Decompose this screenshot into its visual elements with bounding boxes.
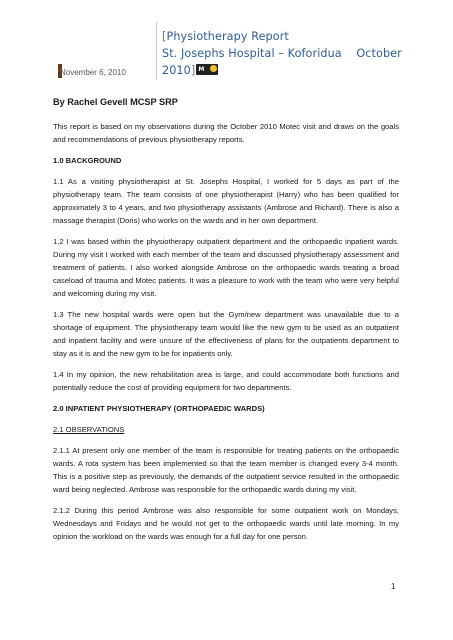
page-header xyxy=(38,22,412,80)
header-date-box xyxy=(48,22,157,80)
author-line: By Rachel Gevell MCSP SRP xyxy=(53,97,178,107)
header-date: November 6, 2010 xyxy=(60,68,126,77)
paragraph-1-2: 1.2 I was based within the physiotherapy outpatient department and the orthopaedic inpatient wards. During my visit I worked with each member of the team and discussed physiotherapy assessment and treatment of patients. I also worked alongside Ambrose on the orthopaedic wards treating a broad caseload of trauma and Motec patients. It was a pleasure to work with the team who were very helpful and welcoming during my visit. xyxy=(53,237,399,298)
paragraph-1-4: 1.4 In my opinion, the new rehabilitation area is large, and could accommodate both functions and potentially reduce the cost of providing equipment for two departments. xyxy=(53,370,399,392)
motec-logo-icon: M xyxy=(196,64,218,75)
subheading-observations: 2.1 OBSERVATIONS xyxy=(53,425,125,434)
paragraph-1-1: 1.1 As a visiting physiotherapist at St. Josephs Hospital, I worked for 5 days as part of the physiotherapy team. The team consists of one physiotherapist (Harry) who has been qualified for approximately 3 to 4 years, and two physiotherapy assistants (Ambrose and Richard). There is also a massage therapist (Doris) who works on the wards and in her own department. xyxy=(53,177,399,225)
intro-paragraph: This report is based on my observations during the October 2010 Motec visit and draws on the goals and recommendations of previous physiotherapy reports. xyxy=(53,122,399,144)
title-bracket-open: [ xyxy=(162,30,167,43)
section-heading-background: 1.0 BACKGROUND xyxy=(53,156,122,165)
title-line-2: St. Josephs Hospital – Koforidua October xyxy=(162,47,402,60)
paragraph-2-1-1: 2.1.1 At present only one member of the team is responsible for treating patients on the orthopaedic wards. A rota system has been implemented so that the team member is changed every 3-4 month. This is a positive step as previously, the demands of the outpatient service resulted in the orthopaedic ward being neglected. Ambrose was responsible for the orthopaedic wards during my visit. xyxy=(53,446,399,494)
title-bracket-close: ] xyxy=(190,64,196,77)
section-heading-inpatient: 2.0 INPATIENT PHYSIOTHERAPY (ORTHOPAEDIC WARDS) xyxy=(53,404,265,413)
header-title xyxy=(162,28,412,79)
title-line-1: Physiotherapy Report xyxy=(166,30,289,43)
title-line-3: 2010 xyxy=(162,64,191,77)
page-number: 1 xyxy=(391,582,396,591)
paragraph-2-1-2: 2.1.2 During this period Ambrose was also responsible for some outpatient work on Mondays, Wednesdays and Fridays and he would not get to the orthopaedic wards until late morning. In my opinion the workload on the wards was enough for a full day for one person. xyxy=(53,506,399,541)
report-body xyxy=(53,96,399,551)
paragraph-1-3: 1.3 The new hospital wards were open but the Gym/new department was unavailable due to a shortage of equipment. The physiotherapy team would like the new gym to be used as an outpatient and inpatient facility and were unsure of the effectiveness of plans for the outpatients department to stay as it is and the new gym to be for inpatients only. xyxy=(53,310,399,358)
